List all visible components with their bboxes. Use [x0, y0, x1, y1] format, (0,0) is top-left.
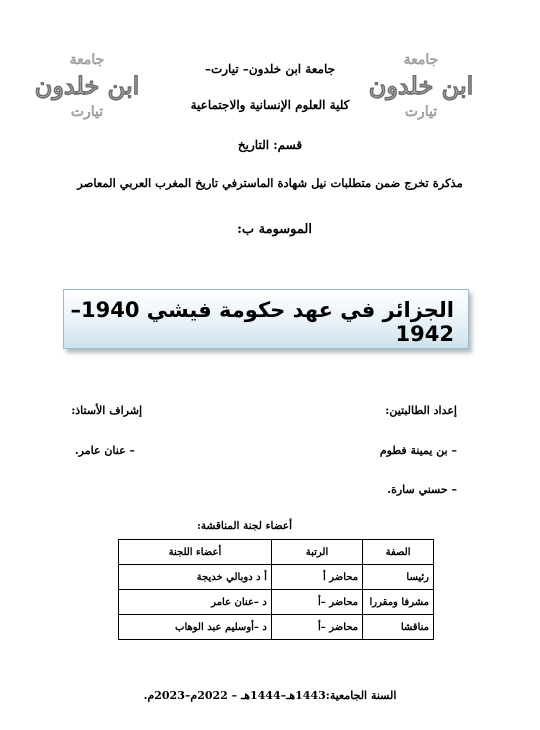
jury-member: د –أوسليم عبد الوهاب: [119, 615, 272, 640]
student-name-1: – بن يمينة فطوم: [379, 444, 457, 457]
jury-role: مشرفا ومقررا: [363, 590, 434, 615]
faculty-name: كلية العلوم الإنسانية والاجتماعية: [190, 98, 350, 112]
university-name: جامعة ابن خلدون– تيارت–: [204, 62, 336, 76]
header-rank: الرتبة: [271, 540, 362, 565]
student-name-2: – حسني سارة.: [387, 483, 457, 496]
committee-label: أعضاء لجنة المناقشة:: [197, 520, 292, 532]
jury-table: [118, 539, 434, 640]
memo-description: مذكرة تخرج ضمن متطلبات نيل شهادة الماسترفي تاريخ المغرب العربي المعاصر: [77, 176, 463, 190]
svg-text:تيارت: تيارت: [404, 104, 438, 120]
academic-year: السنة الجامعية:1443هـ–1444هـ – 2022م–2023م.: [143, 689, 397, 702]
jury-role: رئيسا: [363, 565, 434, 590]
thesis-title-box: [63, 289, 469, 349]
svg-text:تيارت: تيارت: [70, 104, 104, 120]
jury-role: مناقشا: [363, 615, 434, 640]
svg-text:ابن خلدون: ابن خلدون: [34, 71, 140, 100]
jury-row: [119, 590, 434, 615]
header-role: الصفة: [363, 540, 434, 565]
jury-rank: محاضر –أ: [271, 590, 362, 615]
svg-text:جامعة: جامعة: [69, 52, 105, 68]
supervision-label: إشراف الأستاذ:: [71, 404, 142, 417]
header-members: أعضاء اللجنة: [119, 540, 272, 565]
jury-header-row: [119, 540, 434, 565]
prepared-by-label: إعداد الطالبتين:: [385, 404, 457, 417]
svg-text:ابن خلدون: ابن خلدون: [368, 71, 474, 100]
named-label: الموسومة ب:: [237, 222, 312, 237]
jury-row: [119, 615, 434, 640]
department-name: قسم: التاريخ: [237, 138, 303, 152]
supervisor-name: – عنان عامر.: [74, 444, 135, 457]
jury-row: [119, 565, 434, 590]
jury-rank: محاضر –أ: [271, 615, 362, 640]
jury-rank: محاضر أ: [271, 565, 362, 590]
jury-member: أ د دوبالي خديجة: [119, 565, 272, 590]
thesis-title: الجزائر في عهد حكومة فيشي 1940–1942: [70, 298, 454, 346]
jury-member: د –عنان عامر: [119, 590, 272, 615]
svg-text:جامعة: جامعة: [403, 52, 439, 68]
